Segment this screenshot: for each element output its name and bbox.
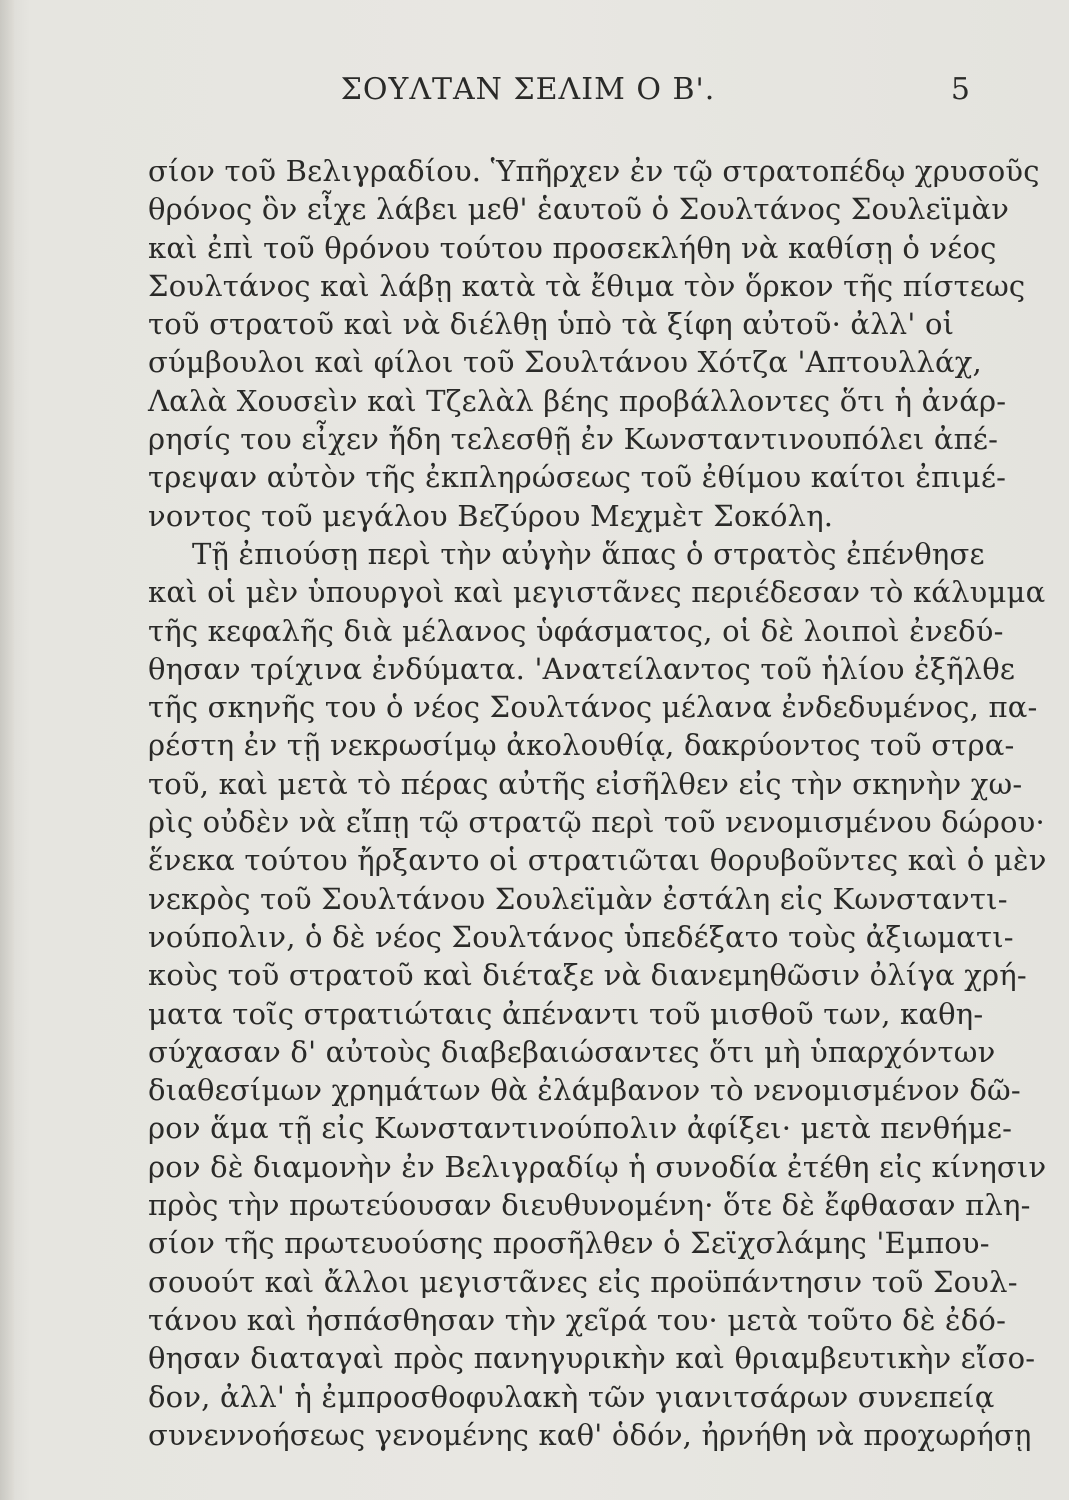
text-line: σίον τῆς πρωτευούσης προσῆλθεν ὁ Σεϊχσλάμης 'Εμπου- bbox=[148, 1226, 990, 1261]
running-header bbox=[0, 70, 1069, 110]
text-line: θησαν διαταγαὶ πρὸς πανηγυρικὴν καὶ θριαμβευτικὴν εἴσο- bbox=[148, 1341, 1036, 1376]
text-line: καὶ ἐπὶ τοῦ θρόνου τούτου προσεκλήθη νὰ καθίσῃ ὁ νέος bbox=[148, 230, 997, 265]
text-line: σύμβουλοι καὶ φίλοι τοῦ Σουλτάνου Χότζα 'Απτουλλάχ, bbox=[148, 345, 982, 380]
text-line: σίον τοῦ Βελιγραδίου. Ὑπῆρχεν ἐν τῷ στρατοπέδῳ χρυσοῦς bbox=[148, 154, 1040, 188]
text-line: τρεψαν αὐτὸν τῆς ἐκπληρώσεως τοῦ ἐθίμου καίτοι ἐπιμέ- bbox=[148, 460, 1007, 495]
text-line: κοὺς τοῦ στρατοῦ καὶ διέταξε νὰ διανεμηθῶσιν ὀλίγα χρή- bbox=[148, 958, 1027, 993]
text-line: τοῦ στρατοῦ καὶ νὰ διέλθῃ ὑπὸ τὰ ξίφη αὐτοῦ· ἀλλ' οἱ bbox=[148, 307, 955, 342]
page-number: 5 bbox=[950, 72, 970, 107]
text-line: τάνου καὶ ἠσπάσθησαν τὴν χεῖρά του· μετὰ τοῦτο δὲ ἐδό- bbox=[148, 1302, 1007, 1337]
text-line: Λαλὰ Χουσεὶν καὶ Τζελὰλ βέης προβάλλοντες ὅτι ἡ ἀνάρ- bbox=[148, 383, 1007, 418]
text-line: τοῦ, καὶ μετὰ τὸ πέρας αὐτῆς εἰσῆλθεν εἰς τὴν σκηνὴν χω- bbox=[148, 766, 1023, 801]
text-line: νοντος τοῦ μεγάλου Βεζύρου Μεχμὲτ Σοκόλη. bbox=[148, 498, 834, 533]
text-line: σουούτ καὶ ἄλλοι μεγιστᾶνες εἰς προϋπάντησιν τοῦ Σουλ- bbox=[148, 1264, 1018, 1299]
text-line: ρον δὲ διαμονὴν ἐν Βελιγραδίῳ ἡ συνοδία ἐτέθη εἰς κίνησιν bbox=[148, 1149, 1047, 1184]
text-line: ρησίς του εἶχεν ἤδη τελεσθῇ ἐν Κωνσταντινουπόλει ἀπέ- bbox=[148, 422, 999, 457]
text-line: νούπολιν, ὁ δὲ νέος Σουλτάνος ὑπεδέξατο τοὺς ἀξιωματι- bbox=[148, 919, 1014, 954]
text-line: τῆς κεφαλῆς διὰ μέλανος ὑφάσματος, οἱ δὲ λοιποὶ ἐνεδύ- bbox=[148, 613, 1004, 648]
text-line: συνεννοήσεως γενομένης καθ' ὁδόν, ἠρνήθη νὰ προχωρήσῃ bbox=[148, 1417, 1032, 1452]
page-gutter-shadow bbox=[0, 0, 14, 1500]
text-line: καὶ οἱ μὲν ὑπουργοὶ καὶ μεγιστᾶνες περιέδεσαν τὸ κάλυμμα bbox=[148, 575, 1046, 610]
text-line: ρὶς οὐδὲν νὰ εἴπῃ τῷ στρατῷ περὶ τοῦ νενομισμένου δώρου· bbox=[148, 805, 1045, 840]
text-line: δον, ἀλλ' ἡ ἐμπροσθοφυλακὴ τῶν γιανιτσάρων συνεπείᾳ bbox=[148, 1379, 995, 1414]
text-line: ἕνεκα τούτου ἤρξαντο οἱ στρατιῶται θορυβοῦντες καὶ ὁ μὲν bbox=[148, 843, 1047, 878]
text-line: θησαν τρίχινα ἐνδύματα. 'Ανατείλαντος τοῦ ἡλίου ἐξῆλθε bbox=[148, 651, 1016, 686]
text-line: θρόνος ὃν εἶχε λάβει μεθ' ἑαυτοῦ ὁ Σουλτάνος Σουλεϊμὰν bbox=[148, 192, 1010, 227]
text-line: διαθεσίμων χρημάτων θὰ ἐλάμβανον τὸ νενομισμένον δῶ- bbox=[148, 1073, 1021, 1108]
body-text bbox=[148, 152, 1047, 1454]
text-line: ρέστη ἐν τῇ νεκρωσίμῳ ἀκολουθίᾳ, δακρύοντος τοῦ στρα- bbox=[148, 728, 1015, 763]
text-line: τῆς σκηνῆς του ὁ νέος Σουλτάνος μέλανα ἐνδεδυμένος, πα- bbox=[148, 690, 1038, 725]
text-line: σύχασαν δ' αὐτοὺς διαβεβαιώσαντες ὅτι μὴ ὑπαρχόντων bbox=[148, 1034, 996, 1069]
text-line: πρὸς τὴν πρωτεύουσαν διευθυνομένη· ὅτε δὲ ἔφθασαν πλη- bbox=[148, 1188, 1031, 1223]
text-line: ρον ἅμα τῇ εἰς Κωνσταντινούπολιν ἀφίξει· μετὰ πενθήμε- bbox=[148, 1111, 1013, 1146]
text-line: νεκρὸς τοῦ Σουλτάνου Σουλεϊμὰν ἐστάλη εἰς Κωνσταντι- bbox=[148, 881, 1008, 916]
text-line: ματα τοῖς στρατιώταις ἀπέναντι τοῦ μισθοῦ των, καθη- bbox=[148, 996, 984, 1031]
text-line: Σουλτάνος καὶ λάβῃ κατὰ τὰ ἔθιμα τὸν ὅρκον τῆς πίστεως bbox=[148, 268, 1026, 303]
running-title: ΣΟΥΛΤΑΝ ΣΕΛΙΜ Ο Β'. bbox=[340, 72, 716, 107]
text-line: Τῇ ἐπιούσῃ περὶ τὴν αὐγὴν ἅπας ὁ στρατὸς ἐπένθησε bbox=[192, 536, 985, 571]
